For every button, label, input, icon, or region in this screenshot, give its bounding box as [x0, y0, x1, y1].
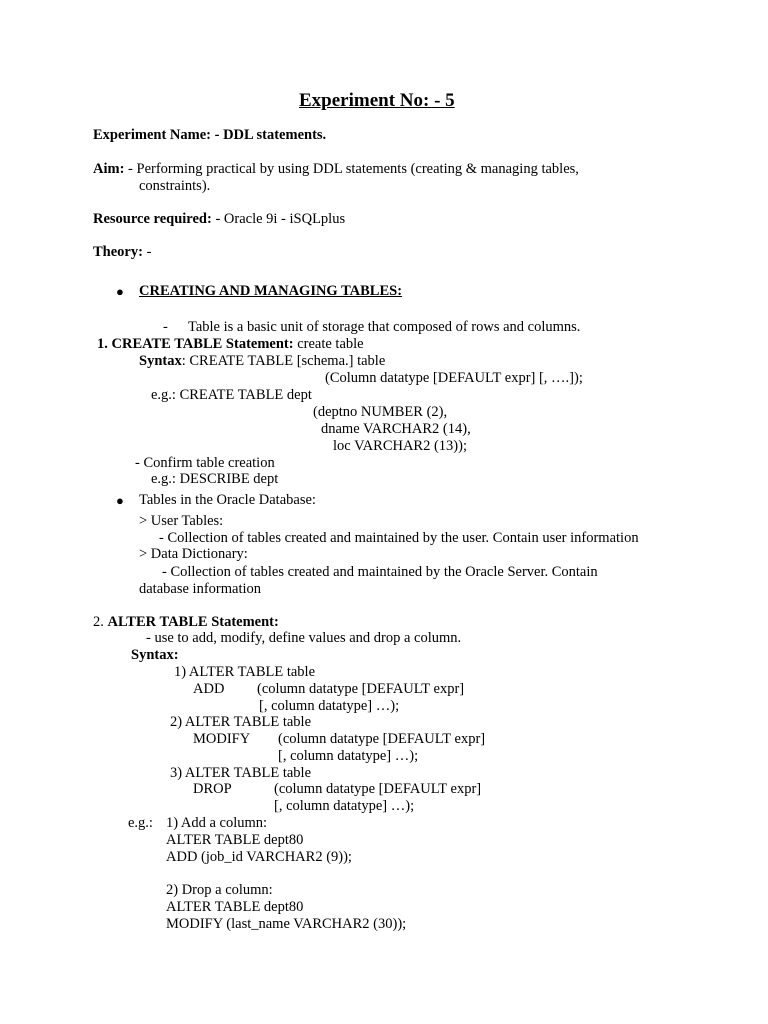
create-example-col2: dname VARCHAR2 (14), [321, 421, 471, 437]
alter-syntax-2-line2: [, column datatype] …); [278, 748, 419, 764]
bullet-icon: ● [116, 493, 124, 508]
create-table-heading [97, 336, 364, 353]
create-example-col3: loc VARCHAR2 (13)); [333, 438, 467, 454]
resource-label: Resource required: [93, 211, 212, 227]
create-syntax-continued: (Column datatype [DEFAULT expr] [, ….]); [325, 370, 583, 386]
alter-table-number: 2. [93, 614, 108, 630]
oracle-tables-heading: Tables in the Oracle Database: [139, 492, 316, 508]
syntax-label: Syntax [139, 353, 182, 369]
experiment-name-value: - DDL statements. [210, 127, 327, 143]
alter-syntax-1-line2: [, column datatype] …); [259, 698, 400, 714]
alter-syntax-3-head: 3) ALTER TABLE table [170, 765, 312, 781]
alter-syntax-label: Syntax: [131, 647, 179, 663]
alter-syntax-3-keyword: DROP [193, 781, 232, 797]
alter-syntax-1-line1: (column datatype [DEFAULT expr] [257, 681, 465, 697]
aim-line [93, 161, 579, 178]
aim-text: - Performing practical by using DDL statements (creating & managing tables, [124, 161, 579, 177]
section-heading-creating-tables: CREATING AND MANAGING TABLES: [139, 283, 403, 299]
create-table-label: 1. CREATE TABLE Statement: [97, 336, 294, 352]
alter-table-heading [93, 614, 279, 631]
resource-line [93, 211, 345, 228]
aim-label: Aim: [93, 161, 125, 177]
theory-label: Theory: [93, 244, 143, 260]
experiment-name-label: Experiment Name: [93, 127, 211, 143]
create-syntax-line [139, 353, 385, 370]
create-syntax-text: : CREATE TABLE [schema.] table [181, 353, 386, 369]
alter-syntax-2-head: 2) ALTER TABLE table [170, 714, 312, 730]
alter-syntax-2-line1: (column datatype [DEFAULT expr] [278, 731, 486, 747]
alter-example-label: e.g.: [128, 815, 153, 831]
alter-syntax-1-head: 1) ALTER TABLE table [174, 664, 316, 680]
alter-syntax-3-line2: [, column datatype] …); [274, 798, 415, 814]
data-dictionary-label: > Data Dictionary: [139, 546, 248, 562]
alter-example-2-line1: ALTER TABLE dept80 [166, 899, 304, 915]
alter-example-2-head: 2) Drop a column: [166, 882, 273, 898]
aim-text-continued: constraints). [139, 178, 211, 194]
user-tables-desc: - Collection of tables created and maintained by the user. Contain user information [159, 530, 639, 546]
alter-example-1-line1: ALTER TABLE dept80 [166, 832, 304, 848]
confirm-example-text: e.g.: DESCRIBE dept [151, 471, 279, 487]
alter-example-2-line2: MODIFY (last_name VARCHAR2 (30)); [166, 916, 407, 932]
experiment-name-line [93, 127, 326, 144]
confirm-creation-text: - Confirm table creation [135, 455, 275, 471]
intro-dash: - [163, 319, 168, 335]
data-dictionary-desc: - Collection of tables created and maintained by the Oracle Server. Contain [162, 564, 598, 580]
alter-table-desc: - use to add, modify, define values and drop a column. [146, 630, 462, 646]
alter-example-1-line2: ADD (job_id VARCHAR2 (9)); [166, 849, 352, 865]
data-dictionary-desc-continued: database information [139, 581, 261, 597]
alter-table-label: ALTER TABLE Statement: [107, 614, 279, 630]
create-table-desc: create table [293, 336, 364, 352]
alter-syntax-2-keyword: MODIFY [193, 731, 251, 747]
page-title: Experiment No: - 5 [299, 90, 455, 111]
bullet-icon: ● [116, 284, 124, 299]
alter-syntax-1-keyword: ADD [193, 681, 225, 697]
theory-line [93, 244, 151, 261]
user-tables-label: > User Tables: [139, 513, 224, 529]
theory-value: - [142, 244, 152, 260]
create-example-line: e.g.: CREATE TABLE dept [151, 387, 312, 403]
alter-syntax-3-line1: (column datatype [DEFAULT expr] [274, 781, 482, 797]
create-example-col1: (deptno NUMBER (2), [313, 404, 448, 420]
intro-text: Table is a basic unit of storage that composed of rows and columns. [188, 319, 581, 335]
resource-value: - Oracle 9i - iSQLplus [211, 211, 346, 227]
alter-example-1-head: 1) Add a column: [166, 815, 268, 831]
